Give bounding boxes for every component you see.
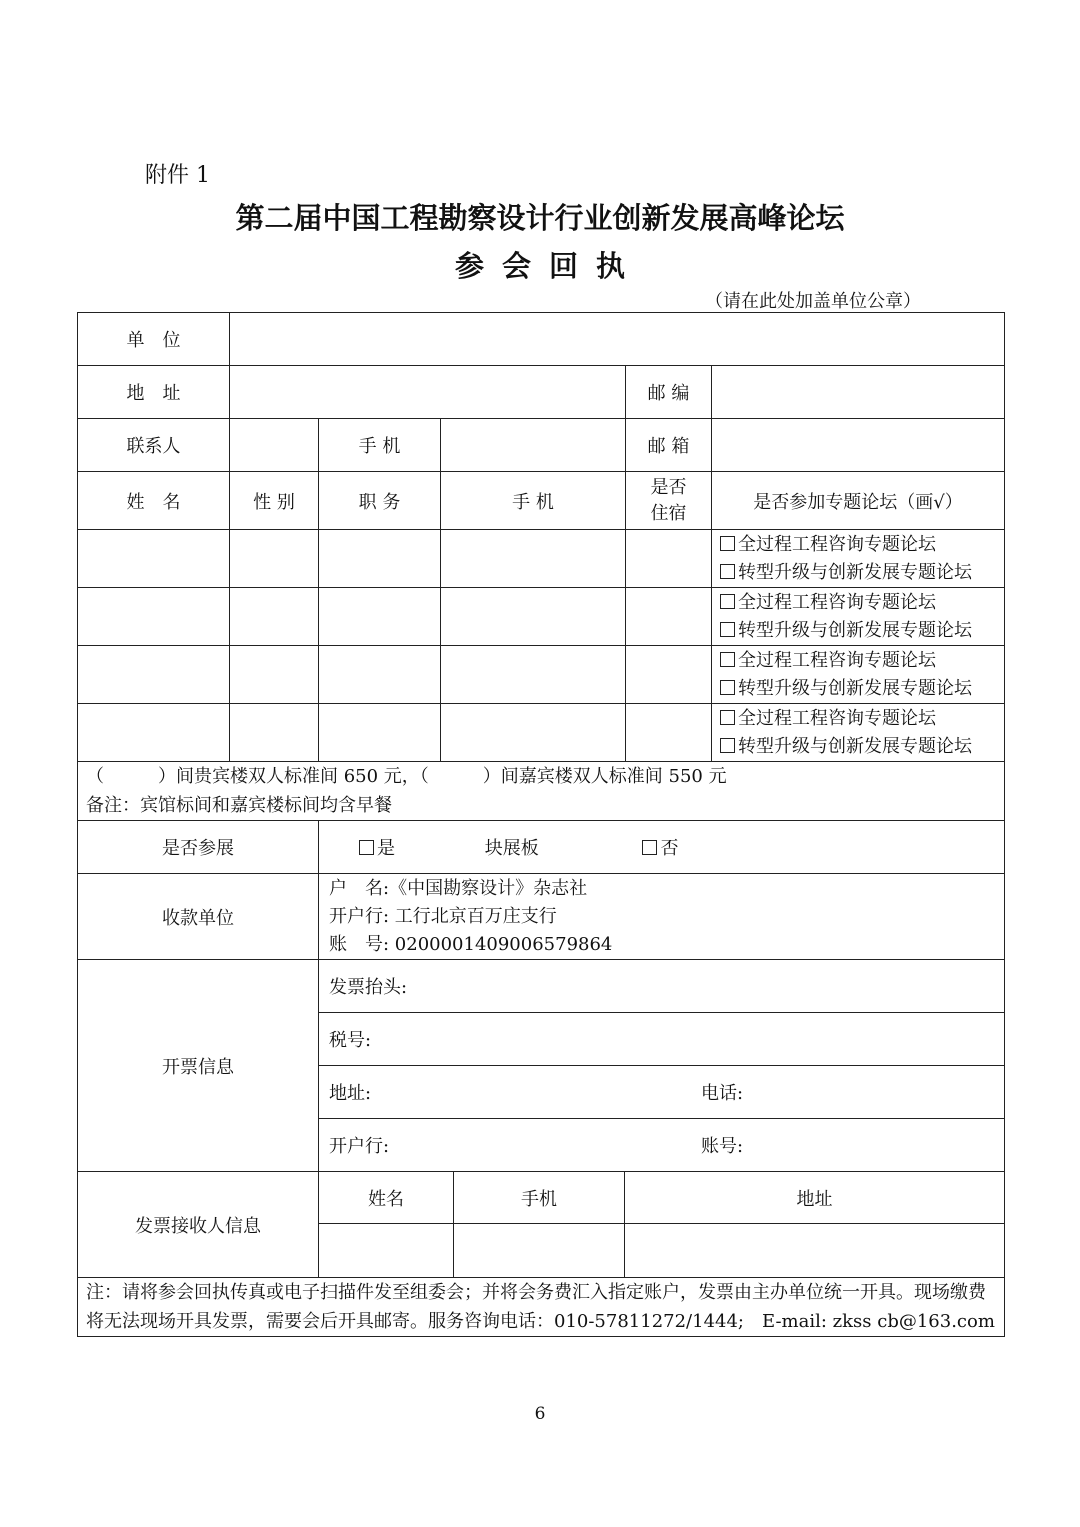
exhibit-label: 是否参展 <box>78 821 319 874</box>
checkbox-icon[interactable] <box>720 652 735 667</box>
forum-option-2[interactable] <box>712 675 1004 703</box>
contact-mobile-label: 手 机 <box>319 419 441 472</box>
exhibit-board-label: 块展板 <box>484 838 539 859</box>
attendee-position-field[interactable] <box>319 704 441 762</box>
payee-info <box>319 874 1005 960</box>
payee-bank: 开户行: 工行北京百万庄支行 <box>329 905 557 927</box>
attendee-lodging-field[interactable] <box>626 646 712 704</box>
attendee-mobile-field[interactable] <box>441 588 626 646</box>
receiver-label: 发票接收人信息 <box>78 1172 319 1278</box>
forum-option-1[interactable] <box>712 647 1004 675</box>
contact-field[interactable] <box>230 419 319 472</box>
receiver-mobile-field[interactable] <box>454 1224 625 1278</box>
seal-note: （请在此处加盖单位公章） <box>705 291 921 312</box>
attendee-row <box>78 530 1005 588</box>
attendee-name-field[interactable] <box>78 646 230 704</box>
header-lodging-line-2: 住宿 <box>650 502 687 524</box>
exhibit-no-label: 否 <box>660 838 679 859</box>
exhibit-no-option[interactable] <box>642 838 678 859</box>
forum-options <box>712 588 1005 646</box>
invoice-address-label: 地址: <box>329 1083 372 1104</box>
checkbox-icon[interactable] <box>642 840 657 855</box>
exhibit-yes-option[interactable] <box>359 838 395 859</box>
forum-option-1-label: 全过程工程咨询专题论坛 <box>738 591 936 613</box>
header-name: 姓 名 <box>78 472 230 530</box>
receiver-table <box>318 1171 1005 1278</box>
exhibit-yes-label: 是 <box>377 838 395 859</box>
contact-label: 联系人 <box>78 419 230 472</box>
forum-option-2[interactable] <box>712 617 1004 645</box>
receiver-mobile-header: 手机 <box>454 1172 625 1224</box>
invoice-bank-label: 开户行: <box>329 1136 390 1157</box>
header-gender: 性 别 <box>230 472 319 530</box>
email-field[interactable] <box>712 419 1005 472</box>
attendee-name-field[interactable] <box>78 704 230 762</box>
receiver-name-header: 姓名 <box>319 1172 454 1224</box>
checkbox-icon[interactable] <box>720 536 735 551</box>
postcode-field[interactable] <box>712 366 1005 419</box>
receiver-address-header: 地址 <box>625 1172 1005 1224</box>
footer-note-text: 注：请将参会回执传真或电子扫描件发至组委会；并将会务费汇入指定账户，发票由主办单位统一开具。现场缴费将无法现场开具发票，需要会后开具邮寄。服务咨询电话：010-57811272/1444; E-mail: zkss cb@163.com <box>86 1282 995 1332</box>
forum-option-1-label: 全过程工程咨询专题论坛 <box>738 707 936 729</box>
attachment-label: 附件 1 <box>145 163 210 188</box>
header-forum: 是否参加专题论坛（画√） <box>712 472 1005 530</box>
forum-option-2-label: 转型升级与创新发展专题论坛 <box>738 561 972 583</box>
forum-options <box>712 704 1005 762</box>
header-lodging-line-1: 是否 <box>650 476 687 498</box>
attendee-gender-field[interactable] <box>230 646 319 704</box>
invoice-address-field[interactable] <box>319 1066 1005 1119</box>
attendee-row <box>78 646 1005 704</box>
header-lodging <box>626 472 712 530</box>
forum-option-1[interactable] <box>712 589 1004 617</box>
attendee-name-field[interactable] <box>78 588 230 646</box>
forum-option-1[interactable] <box>712 705 1004 733</box>
forum-option-1-label: 全过程工程咨询专题论坛 <box>738 533 936 555</box>
attendee-position-field[interactable] <box>319 530 441 588</box>
address-label: 地 址 <box>78 366 230 419</box>
postcode-label: 邮 编 <box>626 366 712 419</box>
attendee-row <box>78 588 1005 646</box>
attendee-lodging-field[interactable] <box>626 704 712 762</box>
page-number: 6 <box>534 1404 546 1424</box>
attendee-mobile-field[interactable] <box>441 704 626 762</box>
contact-mobile-field[interactable] <box>441 419 626 472</box>
receiver-name-field[interactable] <box>319 1224 454 1278</box>
forum-option-2[interactable] <box>712 733 1004 761</box>
attendee-row <box>78 704 1005 762</box>
invoice-account-label: 账号: <box>701 1136 744 1157</box>
invoice-tax-label: 税号: <box>329 1030 372 1051</box>
forum-option-1-label: 全过程工程咨询专题论坛 <box>738 649 936 671</box>
header-mobile: 手 机 <box>441 472 626 530</box>
room-remark: 备注：宾馆标间和嘉宾楼标间均含早餐 <box>86 795 392 816</box>
forum-option-2-label: 转型升级与创新发展专题论坛 <box>738 735 972 757</box>
attendee-lodging-field[interactable] <box>626 588 712 646</box>
checkbox-icon[interactable] <box>720 594 735 609</box>
attendee-gender-field[interactable] <box>230 588 319 646</box>
document-title: 第二届中国工程勘察设计行业创新发展高峰论坛 <box>235 201 845 235</box>
attendee-gender-field[interactable] <box>230 704 319 762</box>
forum-options <box>712 530 1005 588</box>
attendee-position-field[interactable] <box>319 646 441 704</box>
unit-field[interactable] <box>230 313 1005 366</box>
forum-option-1[interactable] <box>712 531 1004 559</box>
attendee-mobile-field[interactable] <box>441 646 626 704</box>
invoice-tax-field[interactable] <box>319 1013 1005 1066</box>
checkbox-icon[interactable] <box>720 622 735 637</box>
forum-option-2-label: 转型升级与创新发展专题论坛 <box>738 677 972 699</box>
invoice-phone-label: 电话: <box>701 1083 744 1104</box>
registration-form <box>77 312 1005 1337</box>
receiver-address-field[interactable] <box>625 1224 1005 1278</box>
receiver-table-cell <box>319 1172 1005 1278</box>
email-label: 邮 箱 <box>626 419 712 472</box>
exhibit-options <box>319 821 1005 874</box>
unit-label: 单 位 <box>78 313 230 366</box>
invoice-title-label: 发票抬头: <box>329 977 408 998</box>
invoice-bank-field[interactable] <box>319 1119 1005 1172</box>
attendee-lodging-field[interactable] <box>626 530 712 588</box>
forum-option-2-label: 转型升级与创新发展专题论坛 <box>738 619 972 641</box>
attendee-mobile-field[interactable] <box>441 530 626 588</box>
address-field[interactable] <box>230 366 626 419</box>
payee-account: 账 号: 0200001409006579864 <box>329 933 613 955</box>
checkbox-icon[interactable] <box>720 564 735 579</box>
checkbox-icon[interactable] <box>720 738 735 753</box>
checkbox-icon[interactable] <box>720 680 735 695</box>
room-section <box>78 762 1005 821</box>
checkbox-icon[interactable] <box>359 840 374 855</box>
attendee-name-field[interactable] <box>78 530 230 588</box>
invoice-title-field[interactable] <box>319 960 1005 1013</box>
checkbox-icon[interactable] <box>720 710 735 725</box>
attendee-position-field[interactable] <box>319 588 441 646</box>
footer-note <box>78 1278 1005 1337</box>
forum-options <box>712 646 1005 704</box>
attendee-gender-field[interactable] <box>230 530 319 588</box>
payee-label: 收款单位 <box>78 874 319 960</box>
room-line: （ ）间贵宾楼双人标准间 650 元，（ ）间嘉宾楼双人标准间 550 元 <box>86 766 727 787</box>
document-subtitle: 参会回执 <box>454 249 643 283</box>
header-position: 职 务 <box>319 472 441 530</box>
payee-name: 户 名:《中国勘察设计》杂志社 <box>329 877 588 899</box>
invoice-label: 开票信息 <box>78 960 319 1172</box>
forum-option-2[interactable] <box>712 559 1004 587</box>
